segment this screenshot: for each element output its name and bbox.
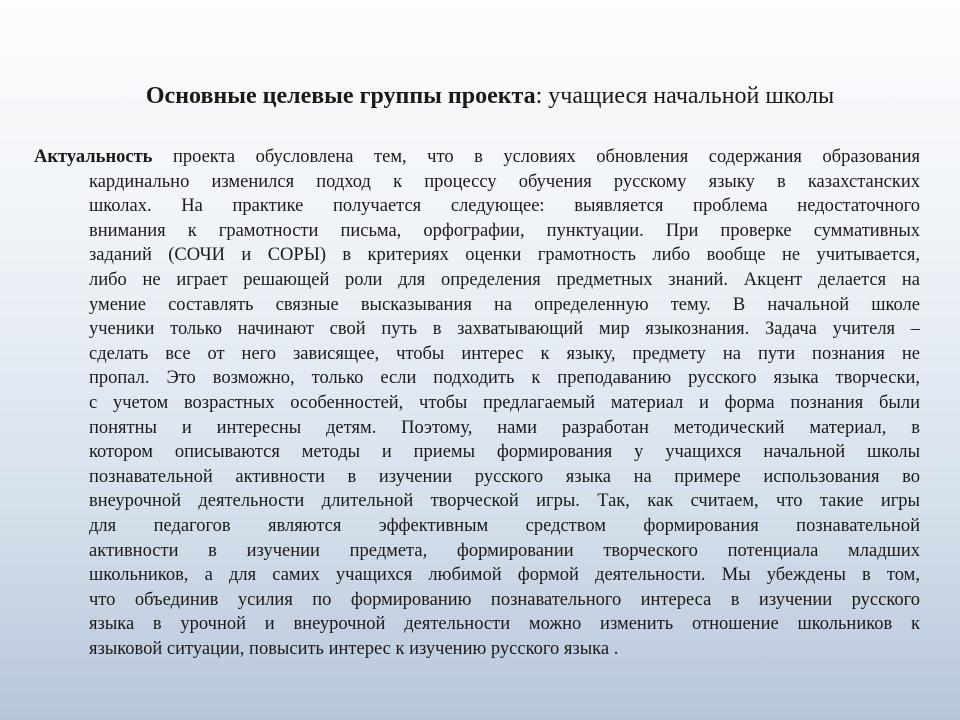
paragraph-lead-word: Актуальность [34, 147, 153, 167]
title-bold-part: Основные целевые группы проекта [145, 83, 536, 109]
title-rest-part: : учащиеся начальной школы [535, 83, 835, 109]
slide-title [60, 80, 920, 112]
paragraph-line: заданий (СОЧИ и СОРЫ) в критериях оценки грамотность либо вообще не учитывается, [89, 245, 920, 266]
paragraph-line: что объединив усилия по формированию познавательного интереса в изучении русского [89, 589, 920, 610]
paragraph-line: школах. На практике получается следующее: выявляется проблема недостаточного [89, 196, 920, 217]
paragraph-line: либо не играет решающей роли для определения предметных знаний. Акцент делается на [89, 269, 920, 290]
paragraph-line [34, 145, 920, 170]
paragraph-line: внеурочной деятельности длительной творческой игры. Так, как считаем, что такие игры [89, 491, 920, 512]
paragraph-line: активности в изучении предмета, формировании творческого потенциала младших [89, 540, 920, 561]
paragraph-line: кардинально изменился подход к процессу обучения русскому языку в казахстанских [89, 171, 920, 192]
paragraph-line-text: проекта обусловлена тем, что в условиях обновления содержания образования [152, 147, 920, 167]
paragraph-line: школьников, а для самих учащихся любимой формой деятельности. Мы убеждены в том, [89, 565, 920, 586]
paragraph-line: языка в урочной и внеурочной деятельности можно изменить отношение школьников к [89, 614, 920, 635]
paragraph-line: умение составлять связные высказывания на определенную тему. В начальной школе [89, 294, 920, 315]
paragraph-line: с учетом возрастных особенностей, чтобы предлагаемый материал и форма познания были [89, 392, 920, 413]
paragraph-line: познавательной активности в изучении русского языка на примере использования во [89, 466, 920, 487]
paragraph-line: котором описываются методы и приемы формирования у учащихся начальной школы [89, 442, 920, 463]
paragraph-line: языковой ситуации, повысить интерес к изучению русского языка . [89, 638, 619, 659]
paragraph-line: внимания к грамотности письма, орфографии, пунктуации. При проверке суммативных [89, 220, 920, 241]
paragraph-line: сделать все от него зависящее, чтобы интерес к языку, предмету на пути познания не [89, 343, 920, 364]
body-paragraph [34, 145, 920, 661]
paragraph-line: для педагогов являются эффективным средством формирования познавательной [89, 515, 920, 536]
paragraph-line: пропал. Это возможно, только если подходить к преподаванию русского языка творчески, [89, 368, 920, 389]
paragraph-line: ученики только начинают свой путь в захватывающий мир языкознания. Задача учителя – [89, 319, 920, 340]
paragraph-line: понятны и интересны детям. Поэтому, нами разработан методический материал, в [89, 417, 920, 438]
